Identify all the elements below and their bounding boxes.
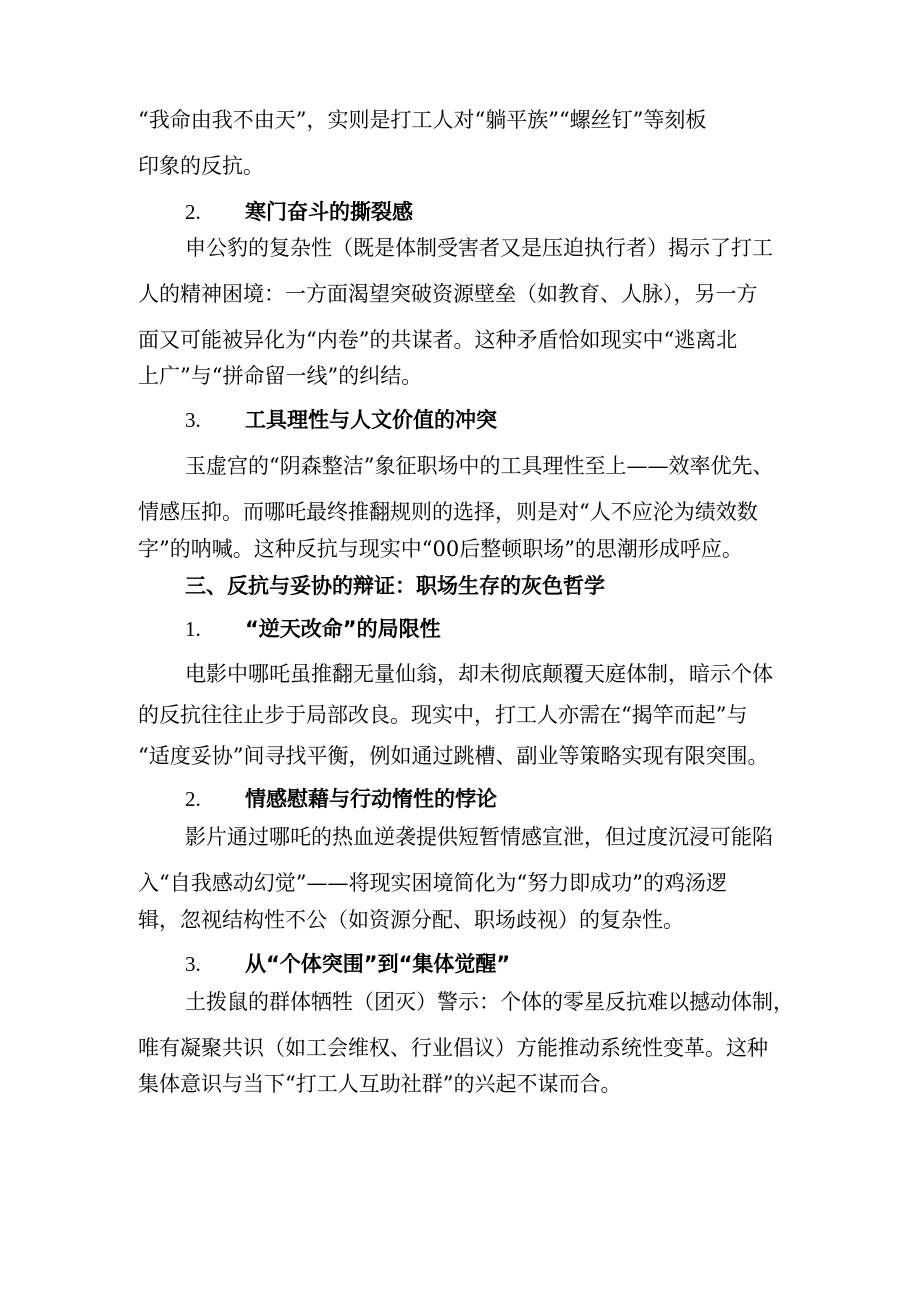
- paragraph-line: 影片通过哪吒的热血逆袭提供短暂情感宣泄，但过度沉浸可能陷: [185, 825, 773, 849]
- paragraph-line: “我命由我不由天”，实则是打工人对“躺平族”“螺丝钉”等刻板: [138, 108, 707, 132]
- subheading-2-2: [0, 197, 920, 227]
- subheading-3-2: [0, 784, 920, 814]
- paragraph-line: 玉虚宫的“阴森整洁”象征职场中的工具理性至上——效率优先、: [185, 454, 774, 478]
- subheading-3-1: [0, 614, 920, 644]
- subheading-title: 工具理性与人文价值的冲突: [245, 408, 497, 432]
- subheading-2-3: [0, 405, 920, 435]
- subheading-3-3: [0, 949, 920, 979]
- paragraph-line: 面又可能被异化为“内卷”的共谋者。这种矛盾恰如现实中“逃离北: [138, 328, 738, 352]
- subheading-number: 2.: [185, 200, 201, 224]
- subheading-number: 1.: [185, 617, 201, 641]
- subheading-number: 3.: [185, 408, 201, 432]
- subheading-number: 2.: [185, 787, 201, 811]
- paragraph-line: 字”的呐喊。这种反抗与现实中“00后整顿职场”的思潮形成呼应。: [138, 537, 743, 561]
- paragraph-line: “适度妥协”间寻找平衡，例如通过跳槽、副业等策略实现有限突围。: [138, 744, 769, 768]
- paragraph-line: 入“自我感动幻觉”——将现实困境简化为“努力即成功”的鸡汤逻: [138, 871, 727, 895]
- paragraph-line: 印象的反抗。: [138, 154, 264, 178]
- paragraph-line: 电影中哪吒虽推翻无量仙翁，却未彻底颠覆天庭体制，暗示个体: [185, 662, 773, 686]
- paragraph-line: 唯有凝聚共识（如工会维权、行业倡议）方能推动系统性变革。这种: [138, 1036, 768, 1060]
- paragraph-line: 人的精神困境：一方面渴望突破资源壁垒（如教育、人脉），另一方: [138, 282, 758, 306]
- subheading-title: “逆天改命”的局限性: [245, 617, 441, 641]
- paragraph-line: 情感压抑。而哪吒最终推翻规则的选择，则是对“人不应沦为绩效数: [138, 500, 758, 524]
- paragraph-line: 上广”与“拼命留一线”的纠结。: [138, 364, 423, 388]
- paragraph-line: 申公豹的复杂性（既是体制受害者又是压迫执行者）揭示了打工: [185, 236, 773, 260]
- paragraph-line: 的反抗往往止步于局部改良。现实中，打工人亦需在“揭竿而起”与: [138, 703, 748, 727]
- subheading-title: 情感慰藉与行动惰性的悖论: [245, 787, 497, 811]
- paragraph-line: 辑，忽视结构性不公（如资源分配、职场歧视）的复杂性。: [138, 908, 684, 932]
- paragraph-line: 土拨鼠的群体牺牲（团灭）警示：个体的零星反抗难以撼动体制，: [185, 990, 794, 1014]
- subheading-number: 3.: [185, 952, 201, 976]
- subheading-title: 寒门奋斗的撕裂感: [245, 200, 413, 224]
- paragraph-line: 集体意识与当下“打工人互助社群”的兴起不谋而合。: [138, 1072, 622, 1096]
- section-heading-3: 三、反抗与妥协的辩证：职场生存的灰色哲学: [185, 574, 605, 598]
- subheading-title: 从“个体突围”到“集体觉醒”: [245, 952, 511, 976]
